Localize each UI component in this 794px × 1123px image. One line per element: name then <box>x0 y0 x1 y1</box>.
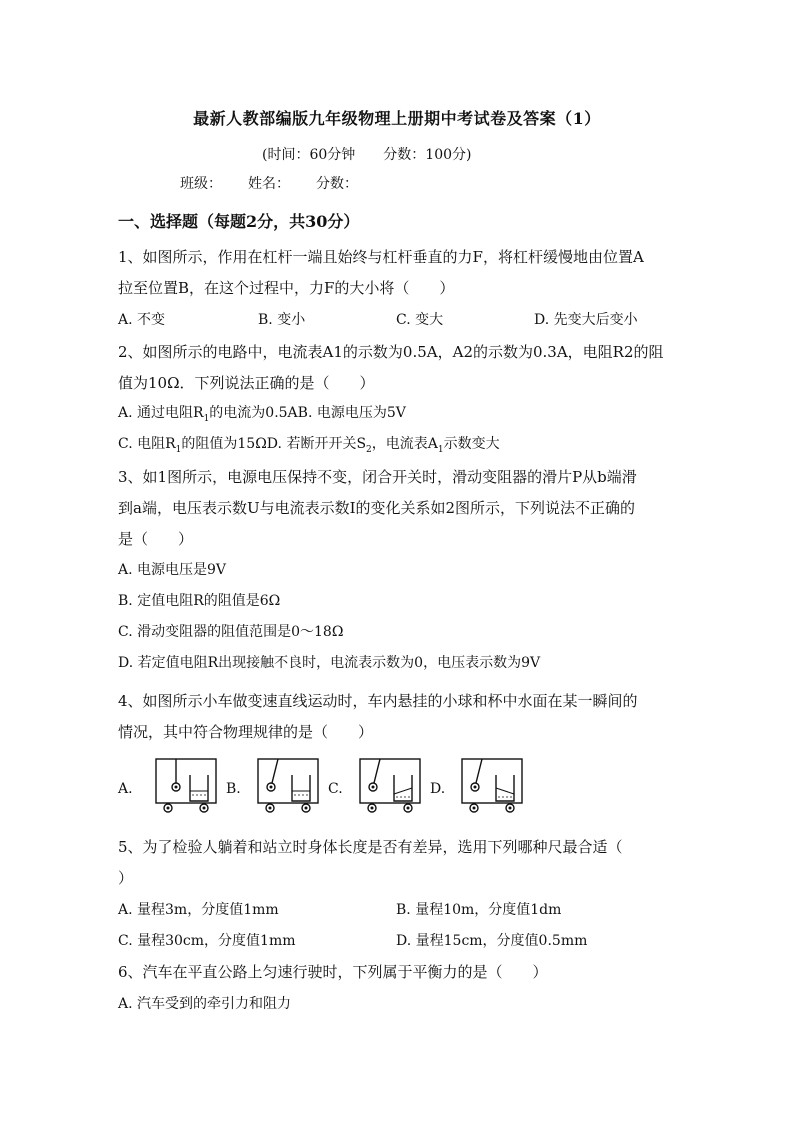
q5-option-b: B. 量程10m，分度值1dm <box>396 902 562 918</box>
q4-label-d: D. <box>430 781 446 797</box>
q2-stem-line1: 2、如图所示的电路中，电流表A1的示数为0.5A，A2的示数为0.3A，电阻R2的阻 <box>118 343 664 361</box>
q4-label-c: C. <box>328 781 343 797</box>
page-title: 最新人教部编版九年级物理上册期中考试卷及答案（1） <box>193 109 601 128</box>
exam-meta <box>262 144 471 164</box>
q5-option-a: A. 量程3m，分度值1mm <box>118 902 279 918</box>
q3-option-a: A. 电源电压是9V <box>118 562 227 578</box>
q5-option-d: D. 量程15cm，分度值0.5mm <box>396 933 588 949</box>
q3-option-b: B. 定值电阻R的阻值是6Ω <box>118 593 281 609</box>
q5-option-c: C. 量程30cm，分度值1mm <box>118 933 296 949</box>
q3-option-c: C. 滑动变阻器的阻值范围是0～18Ω <box>118 624 344 640</box>
car-figure-c <box>358 757 422 815</box>
q2-option-cd: C. 电阻$R_1$的阻值为15ΩD. 若断开开关$S_2$，电流表$A_1$示数变大 <box>118 436 500 455</box>
q4-stem-line1: 4、如图所示小车做变速直线运动时，车内悬挂的小球和杯中水面在某一瞬间的 <box>118 692 638 710</box>
q1-option-b: B. 变小 <box>258 312 306 328</box>
car-figure-b <box>256 757 320 815</box>
exam-total-score: 分数：100分) <box>383 147 472 163</box>
q1-stem-line2: 拉至位置B，在这个过程中，力F的大小将（ ） <box>118 279 455 297</box>
q6-option-a: A. 汽车受到的牵引力和阻力 <box>118 996 292 1012</box>
car-figure-a <box>154 757 218 815</box>
q1-option-d: D. 先变大后变小 <box>534 312 638 328</box>
q3-stem-line3: 是（ ） <box>118 530 194 548</box>
q1-stem-line1: 1、如图所示，作用在杠杆一端且始终与杠杆垂直的力F，将杠杆缓慢地由位置A <box>118 248 644 266</box>
car-figure-d <box>460 757 524 815</box>
q6-stem-line1: 6、汽车在平直公路上匀速行驶时，下列属于平衡力的是（ ） <box>118 963 548 981</box>
class-label: 班级： <box>180 176 222 192</box>
q4-stem-line2: 情况，其中符合物理规律的是（ ） <box>118 723 374 741</box>
q4-label-a: A. <box>118 781 133 797</box>
q3-option-d: D. 若定值电阻R出现接触不良时，电流表示数为0，电压表示数为9V <box>118 655 541 671</box>
section-heading: 一、选择题（每题2分，共30分） <box>118 212 360 231</box>
q3-stem-line2: 到a端，电压表示数U与电流表示数I的变化关系如2图所示，下列说法不正确的 <box>118 499 636 517</box>
student-info <box>180 173 384 193</box>
q5-stem-line2: ） <box>118 869 134 887</box>
exam-time: (时间：60分钟 <box>262 147 356 163</box>
q1-option-a: A. 不变 <box>118 312 166 328</box>
q1-option-c: C. 变大 <box>396 312 444 328</box>
q4-label-b: B. <box>226 781 241 797</box>
q5-stem-line1: 5、为了检验人躺着和站立时身体长度是否有差异，选用下列哪种尺最合适（ <box>118 838 623 856</box>
q2-stem-line2: 值为10Ω．下列说法正确的是（ ） <box>118 374 375 392</box>
q2-option-ab: A. 通过电阻$R_1$的电流为0.5AB. 电源电压为5V <box>118 405 406 424</box>
score-label: 分数： <box>316 176 358 192</box>
q4-car-figures <box>118 757 538 817</box>
name-label: 姓名： <box>248 176 290 192</box>
q3-stem-line1: 3、如1图所示，电源电压保持不变，闭合开关时，滑动变阻器的滑片P从b端滑 <box>118 468 637 486</box>
